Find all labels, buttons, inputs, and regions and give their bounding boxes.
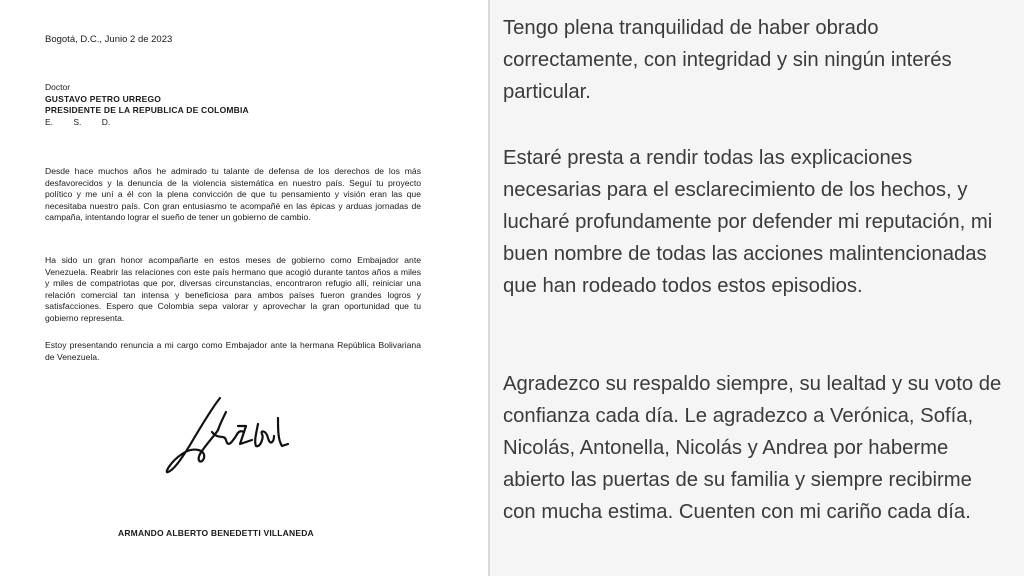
statement-paragraph-2: Estaré presta a rendir todas las explicaciones necesarias para el esclarecimiento de los hechos, y lucharé profundamente por defender mi reputación, mi buen nombre de todas las acciones malintencionadas que han rodeado todos estos episodios. [503, 147, 993, 297]
statement-panel [490, 0, 1024, 576]
handwritten-signature [160, 390, 295, 480]
statement-paragraph-1: Tengo plena tranquilidad de haber obrado correctamente, con integridad y sin ningún interés particular. [503, 17, 952, 103]
recipient-name: GUSTAVO PETRO URREGO [45, 93, 162, 104]
recipient-title: PRESIDENTE DE LA REPUBLICA DE COLOMBIA [45, 105, 249, 115]
letter-paragraph-3: Estoy presentando renuncia a mi cargo como Embajador ante la hermana República Bolivariana de Venezuela. [45, 340, 421, 362]
letter-recipient-block [45, 82, 249, 128]
resignation-letter [0, 0, 488, 576]
letter-paragraph-2: Ha sido un gran honor acompañarte en estos meses de gobierno como Embajador ante Venezuela. Reabrir las relaciones con este país hermano que acogió durante tantos años a miles y miles de compatriotas que por, diversas circunstancias, encontraron refugio allí, reiniciar una relación comercial tan intensa y beneficiosa para ambos países fueron grandes logros y satisfacciones. Espero que Colombia sepa valorar y aprovechar la gran oportunidad que tu gobierno representa. [45, 255, 421, 323]
letter-salutation: Doctor [45, 82, 71, 92]
letter-esd: E. S. D. [45, 116, 111, 127]
letter-paragraph-1: Desde hace muchos años he admirado tu talante de defensa de los derechos de los más desfavorecidos y la denuncia de la violencia sistemática en nuestro país. Seguí tu proyecto político y me uní a él con la plena convicción de que tu pensamiento y visión eran las que necesitaba nuestro país. Con gran entusiasmo te acompañé en las épicas y arduas jornadas de campaña, intentando lograr el sueño de tener un gobierno de cambio. [45, 166, 421, 223]
letter-date: Bogotá, D.C., Junio 2 de 2023 [45, 34, 173, 45]
statement-paragraph-3: Agradezco su respaldo siempre, su lealtad y su voto de confianza cada día. Le agradezco a Verónica, Sofía, Nicolás, Antonella, Nicolás y Andrea por haberme abierto las puertas de su familia y siempre recibirme con mucha estima. Cuenten con mi cariño cada día. [503, 373, 1002, 523]
signer-name: ARMANDO ALBERTO BENEDETTI VILLANEDA [118, 528, 314, 538]
